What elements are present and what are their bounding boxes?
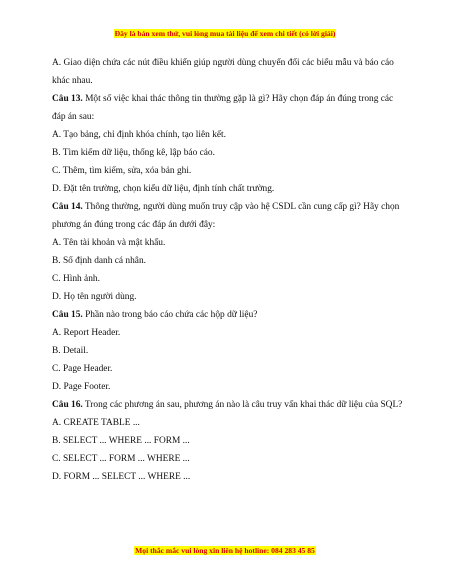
question-text: Một số việc khai thác thông tin thường gặp là gì? Hãy chọn đáp án đúng trong các đáp án sau: [52, 94, 394, 122]
question-stem [52, 90, 408, 126]
answer-option-a: A. CREATE TABLE ... [52, 418, 140, 428]
question-label: Câu 13. [52, 94, 83, 104]
question-14 [52, 198, 408, 306]
answer-option-b: B. Tìm kiếm dữ liệu, thống kê, lập báo cáo. [52, 148, 215, 158]
question-label: Câu 14. [52, 202, 83, 212]
answer-option-a: A. Tên tài khoản và mật khẩu. [52, 238, 166, 248]
question-15 [52, 306, 408, 396]
question-text: Phần nào trong báo cáo chứa các hộp dữ liệu? [82, 310, 258, 320]
question-16 [52, 396, 408, 486]
hotline-notice-banner [0, 546, 450, 555]
answer-option-c: C. Thêm, tìm kiếm, sửa, xóa bản ghi. [52, 166, 192, 176]
question-text: Trong các phương án sau, phương án nào là câu truy vấn khai thác dữ liệu của SQL? [82, 400, 403, 410]
answer-option-a: A. Tạo bảng, chỉ định khóa chính, tạo liên kết. [52, 130, 227, 140]
question-13 [52, 90, 408, 198]
answer-option-c: C. Hình ảnh. [52, 274, 100, 284]
question-stem [52, 396, 408, 414]
hotline-notice-text: Mọi thắc mắc vui lòng xin liên hệ hotline: 084 283 45 85 [135, 546, 315, 555]
answer-option-c: C. SELECT ... FORM ... WHERE ... [52, 454, 190, 464]
answer-option-d: D. Họ tên người dùng. [52, 292, 137, 302]
question-label: Câu 16. [52, 400, 83, 410]
question-stem [52, 306, 408, 324]
answer-option-d: D. Đặt tên trường, chọn kiểu dữ liệu, định tính chất trường. [52, 184, 275, 194]
answer-option-c: C. Page Header. [52, 364, 113, 374]
preview-notice-text: Đây là bản xem thử, vui lòng mua tài liệu để xem chi tiết (có lời giải) [114, 29, 336, 38]
question-label: Câu 15. [52, 310, 83, 320]
answer-option-a: A. Report Header. [52, 328, 121, 338]
answer-option-b: B. Số định danh cá nhân. [52, 256, 146, 266]
preview-notice-banner [0, 29, 450, 38]
question-stem [52, 198, 408, 234]
answer-option-b: B. SELECT ... WHERE ... FORM ... [52, 436, 190, 446]
answer-option-d: D. FORM ... SELECT ... WHERE ... [52, 472, 191, 482]
answer-option-b: B. Detail. [52, 346, 89, 356]
previous-answer-continuation: A. Giao diện chứa các nút điều khiển giúp người dùng chuyển đổi các biểu mẫu và báo cáo khác nhau. [52, 58, 394, 86]
document-body [52, 54, 408, 486]
answer-option-d: D. Page Footer. [52, 382, 111, 392]
question-text: Thông thường, người dùng muốn truy cập vào hệ CSDL cần cung cấp gì? Hãy chọn phương án đúng trong các đáp án dưới đây: [52, 202, 400, 230]
